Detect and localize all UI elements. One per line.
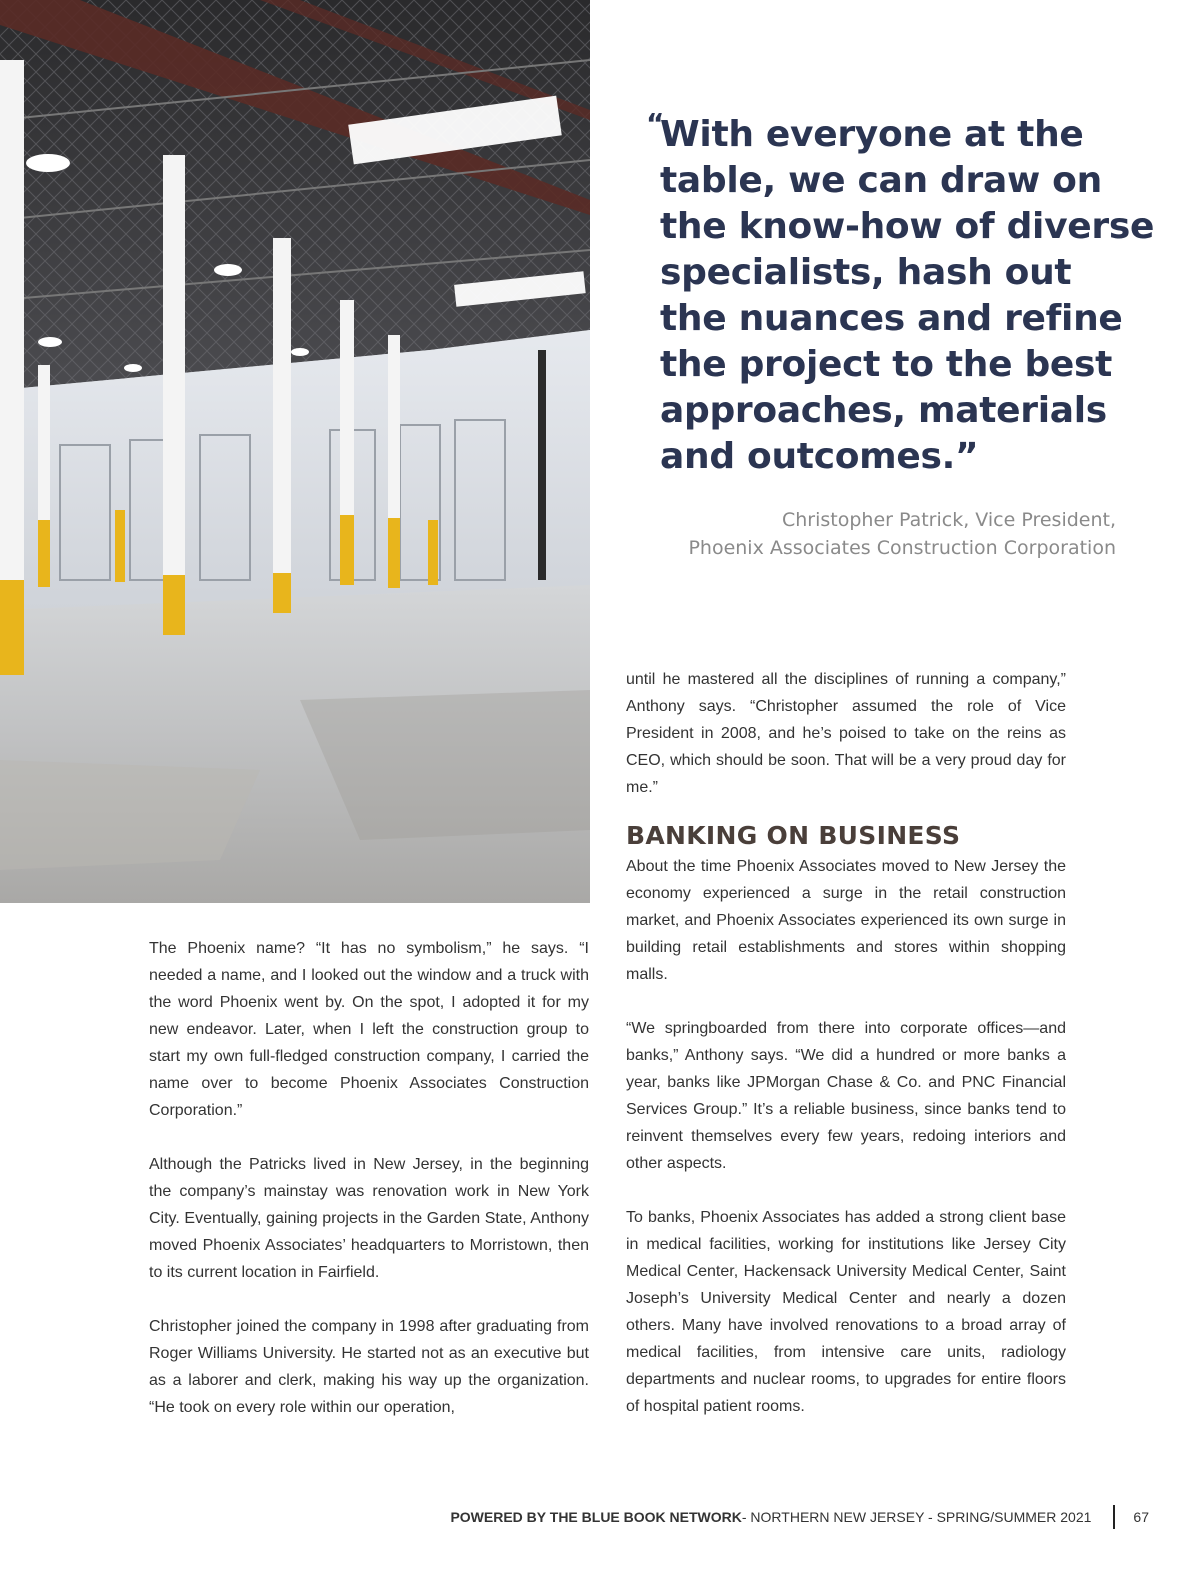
section-heading: BANKING ON BUSINESS	[626, 821, 961, 850]
body-paragraph: To banks, Phoenix Associates has added a strong client base in medical facilities, working for institutions like Jersey City Medical Center, Hackensack University Medical Center, Saint Joseph’s University Medical Center and nearly a dozen others. Many have involved renovations to a broad array of medical facilities, from intensive care units, radiology departments and nuclear rooms, to upgrades for entire floors of hospital patient rooms.	[626, 1209, 1066, 1415]
footer-divider	[1113, 1505, 1115, 1529]
footer-issue: - NORTHERN NEW JERSEY - SPRING/SUMMER 2021	[741, 1509, 1092, 1525]
pull-quote-line: the nuances and refine	[660, 298, 1123, 339]
right-column	[626, 666, 1066, 1420]
pull-quote	[646, 107, 1155, 480]
footer-brand: POWERED BY THE BLUE BOOK NETWORK	[450, 1509, 742, 1525]
left-column	[149, 935, 589, 1421]
pull-quote-line: specialists, hash out	[660, 252, 1072, 293]
body-paragraph: The Phoenix name? “It has no symbolism,” he says. “I needed a name, and I looked out the window and a truck with the word Phoenix went by. On the spot, I adopted it for my new endeavor. Later, when I left the construction group to start my own full-fledged construction company, I carried the name over to become Phoenix Associates Construction Corporation.”	[149, 940, 589, 1119]
pull-quote-line: the project to the best	[660, 344, 1113, 385]
page-footer	[450, 1505, 1149, 1529]
pull-quote-line: and outcomes.”	[660, 436, 979, 477]
pull-quote-line: With everyone at the	[660, 114, 1084, 155]
warehouse-illustration	[0, 0, 590, 903]
body-paragraph: “We springboarded from there into corporate offices—and banks,” Anthony says. “We did a hundred or more banks a year, banks like JPMorgan Chase & Co. and PNC Financial Services Group.” It’s a reliable business, since banks tend to reinvent themselves every few years, redoing interiors and other aspects.	[626, 1020, 1066, 1172]
body-paragraph: until he mastered all the disciplines of running a company,” Anthony says. “Christopher assumed the role of Vice President in 2008, and he’s poised to take on the reins as CEO, which should be soon. That will be a very proud day for me.”	[626, 671, 1066, 796]
attribution-company: Phoenix Associates Construction Corporation	[688, 537, 1116, 559]
pull-quote-line: approaches, materials	[660, 390, 1107, 431]
body-paragraph: Christopher joined the company in 1998 after graduating from Roger Williams University. He started not as an executive but as a laborer and clerk, making his way up the organization. “He took on every role within our operation,	[149, 1318, 589, 1416]
pull-quote-line: table, we can draw on	[660, 160, 1102, 201]
page-number: 67	[1133, 1509, 1149, 1525]
body-paragraph: About the time Phoenix Associates moved to New Jersey the economy experienced a surge in the retail construction market, and Phoenix Associates experienced its own surge in building retail establishments and stores within shopping malls.	[626, 858, 1066, 983]
pull-quote-line: the know-how of diverse	[660, 206, 1155, 247]
open-quote-mark: “	[646, 107, 665, 140]
body-paragraph: Although the Patricks lived in New Jersey, in the beginning the company’s mainstay was renovation work in New York City. Eventually, gaining projects in the Garden State, Anthony moved Phoenix Associates’ headquarters to Morristown, then to its current location in Fairfield.	[149, 1156, 589, 1281]
warehouse-photo	[0, 0, 590, 903]
quote-attribution	[640, 506, 1116, 562]
attribution-name: Christopher Patrick, Vice President,	[781, 509, 1116, 531]
